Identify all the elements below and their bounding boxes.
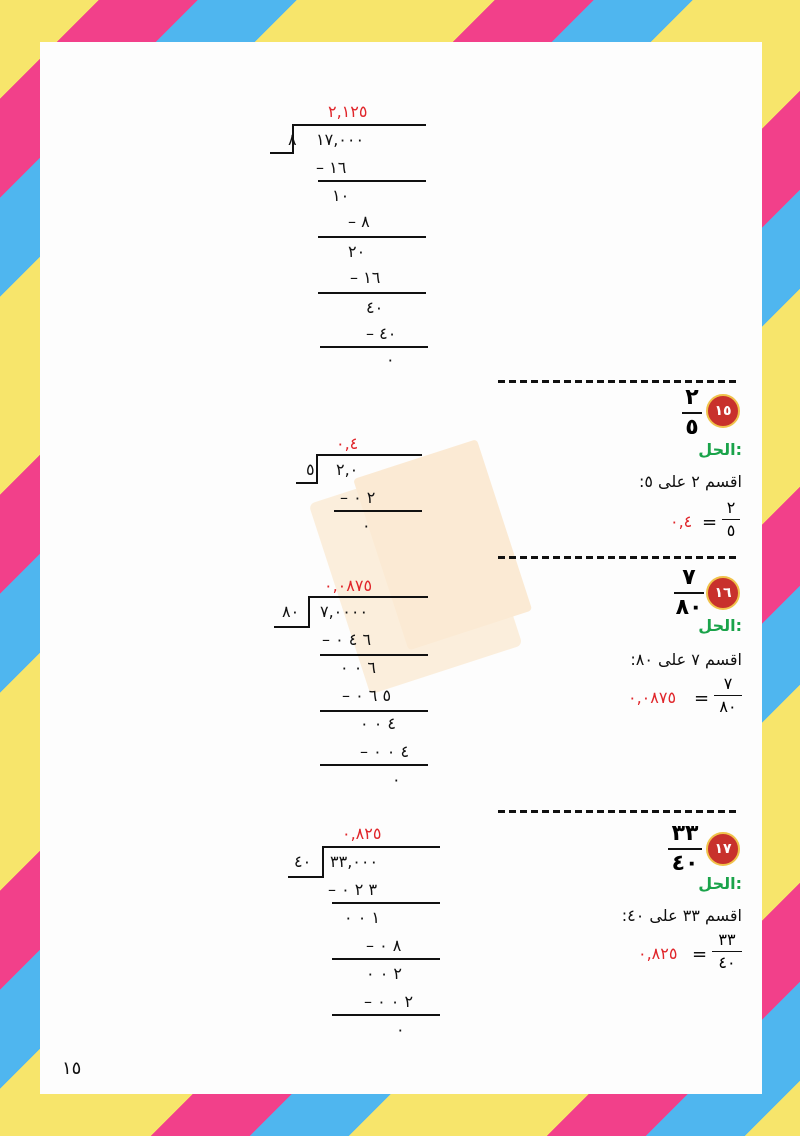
step-rule bbox=[332, 958, 440, 960]
division-bar bbox=[292, 124, 426, 126]
instruction: اقسم ٢ على ٥: bbox=[638, 472, 742, 491]
instruction: اقسم ٧ على ٨٠: bbox=[630, 650, 742, 669]
step-line: ٠ bbox=[392, 770, 401, 789]
equals-sign: = bbox=[692, 944, 708, 965]
fraction-numerator: ٣٣ bbox=[671, 821, 699, 846]
step-line: – ٥ ٦ ٠ bbox=[342, 686, 392, 705]
solution-label: الحل: bbox=[698, 874, 742, 893]
step-line: – ١٦ bbox=[350, 268, 381, 287]
problem-17-badge: ١٧ bbox=[706, 832, 740, 866]
fraction-denominator: ٥ bbox=[726, 521, 736, 540]
fraction-bar bbox=[682, 412, 702, 414]
fraction-numerator: ٢ bbox=[685, 385, 699, 410]
division-bar bbox=[316, 454, 422, 456]
step-line: ٢ ٠ ٠ bbox=[366, 964, 402, 983]
quotient: ٠,٨٢٥ bbox=[342, 824, 382, 843]
section-divider bbox=[498, 556, 740, 559]
equation-fraction bbox=[714, 674, 742, 717]
fraction-bar bbox=[722, 519, 740, 520]
equals-sign: = bbox=[694, 688, 710, 709]
fraction-denominator: ٤٠ bbox=[718, 953, 736, 972]
divisor: ٥ bbox=[306, 460, 315, 479]
division-bracket bbox=[316, 454, 318, 482]
dividend: ٢,٠ bbox=[336, 460, 359, 479]
problem-15-fraction bbox=[682, 386, 702, 440]
step-line: ٤ ٠ ٠ bbox=[360, 714, 396, 733]
problem-16-badge: ١٦ bbox=[706, 576, 740, 610]
step-line: ٠ bbox=[386, 350, 395, 369]
step-line: ٠ bbox=[396, 1020, 405, 1039]
result: ٠,٨٢٥ bbox=[638, 944, 678, 963]
fraction-numerator: ٧ bbox=[682, 565, 696, 590]
dividend: ١٧,٠٠٠ bbox=[316, 130, 365, 149]
solution-label: الحل: bbox=[698, 440, 742, 459]
step-line: ١ ٠ ٠ bbox=[344, 908, 380, 927]
step-line: ٢٠ bbox=[348, 242, 366, 261]
step-line: – ٨ ٠ bbox=[366, 936, 402, 955]
fraction-numerator: ٢ bbox=[726, 498, 736, 517]
fraction-denominator: ٤٠ bbox=[671, 851, 699, 876]
quotient: ٠,٤ bbox=[336, 434, 359, 453]
step-rule bbox=[320, 346, 428, 348]
step-rule bbox=[334, 510, 422, 512]
problem-16-fraction bbox=[674, 566, 704, 620]
problem-17-fraction bbox=[668, 822, 702, 876]
fraction-bar bbox=[674, 592, 704, 594]
step-line: – ١٦ bbox=[316, 158, 347, 177]
step-line: – ٨ bbox=[348, 212, 370, 231]
step-line: – ٢ ٠ bbox=[340, 488, 376, 507]
step-line: ١٠ bbox=[332, 186, 350, 205]
quotient: ٢,١٢٥ bbox=[328, 102, 368, 121]
division-bracket bbox=[322, 846, 324, 876]
problem-15-badge: ١٥ bbox=[706, 394, 740, 428]
division-bracket-base bbox=[274, 626, 310, 628]
equation-fraction bbox=[722, 498, 740, 541]
division-bar bbox=[308, 596, 428, 598]
result: ٠,٤ bbox=[670, 512, 693, 531]
step-rule bbox=[332, 902, 440, 904]
step-line: – ٦ ٤ ٠ bbox=[322, 630, 372, 649]
step-line: – ٢ ٠ ٠ bbox=[364, 992, 414, 1011]
step-line: ٠ bbox=[362, 516, 371, 535]
result: ٠,٠٨٧٥ bbox=[628, 688, 677, 707]
fraction-denominator: ٨٠ bbox=[675, 595, 703, 620]
step-rule bbox=[318, 292, 426, 294]
equals-sign: = bbox=[702, 512, 718, 533]
step-rule bbox=[320, 654, 428, 656]
divisor: ٨٠ bbox=[282, 602, 300, 621]
division-bracket bbox=[308, 596, 310, 626]
fraction-denominator: ٨٠ bbox=[719, 697, 737, 716]
step-rule bbox=[320, 710, 428, 712]
worksheet-page bbox=[40, 42, 762, 1094]
section-divider bbox=[498, 380, 740, 383]
divisor: ٨ bbox=[288, 130, 297, 149]
divisor: ٤٠ bbox=[294, 852, 312, 871]
division-bracket-base bbox=[270, 152, 294, 154]
fraction-numerator: ٣٣ bbox=[718, 930, 736, 949]
step-rule bbox=[332, 1014, 440, 1016]
fraction-bar bbox=[668, 848, 702, 850]
dividend: ٣٣,٠٠٠ bbox=[330, 852, 379, 871]
step-line: ٤٠ bbox=[366, 298, 384, 317]
instruction: اقسم ٣٣ على ٤٠: bbox=[621, 906, 742, 925]
step-rule bbox=[318, 236, 426, 238]
division-bracket-base bbox=[296, 482, 318, 484]
equation-fraction bbox=[712, 930, 742, 973]
page-number: ١٥ bbox=[62, 1058, 82, 1079]
quotient: ٠,٠٨٧٥ bbox=[324, 576, 373, 595]
step-line: – ٤٠ bbox=[366, 324, 397, 343]
division-bracket-base bbox=[288, 876, 324, 878]
step-line: – ٤ ٠ ٠ bbox=[360, 742, 410, 761]
step-line: ٦ ٠ ٠ bbox=[340, 658, 376, 677]
step-line: – ٣ ٢ ٠ bbox=[328, 880, 378, 899]
fraction-bar bbox=[714, 695, 742, 696]
fraction-bar bbox=[712, 951, 742, 952]
dividend: ٧,٠٠٠٠ bbox=[320, 602, 369, 621]
solution-label: الحل: bbox=[698, 616, 742, 635]
step-rule bbox=[320, 764, 428, 766]
fraction-denominator: ٥ bbox=[685, 415, 699, 440]
section-divider bbox=[498, 810, 740, 813]
division-bar bbox=[322, 846, 440, 848]
fraction-numerator: ٧ bbox=[723, 674, 733, 693]
step-rule bbox=[318, 180, 426, 182]
